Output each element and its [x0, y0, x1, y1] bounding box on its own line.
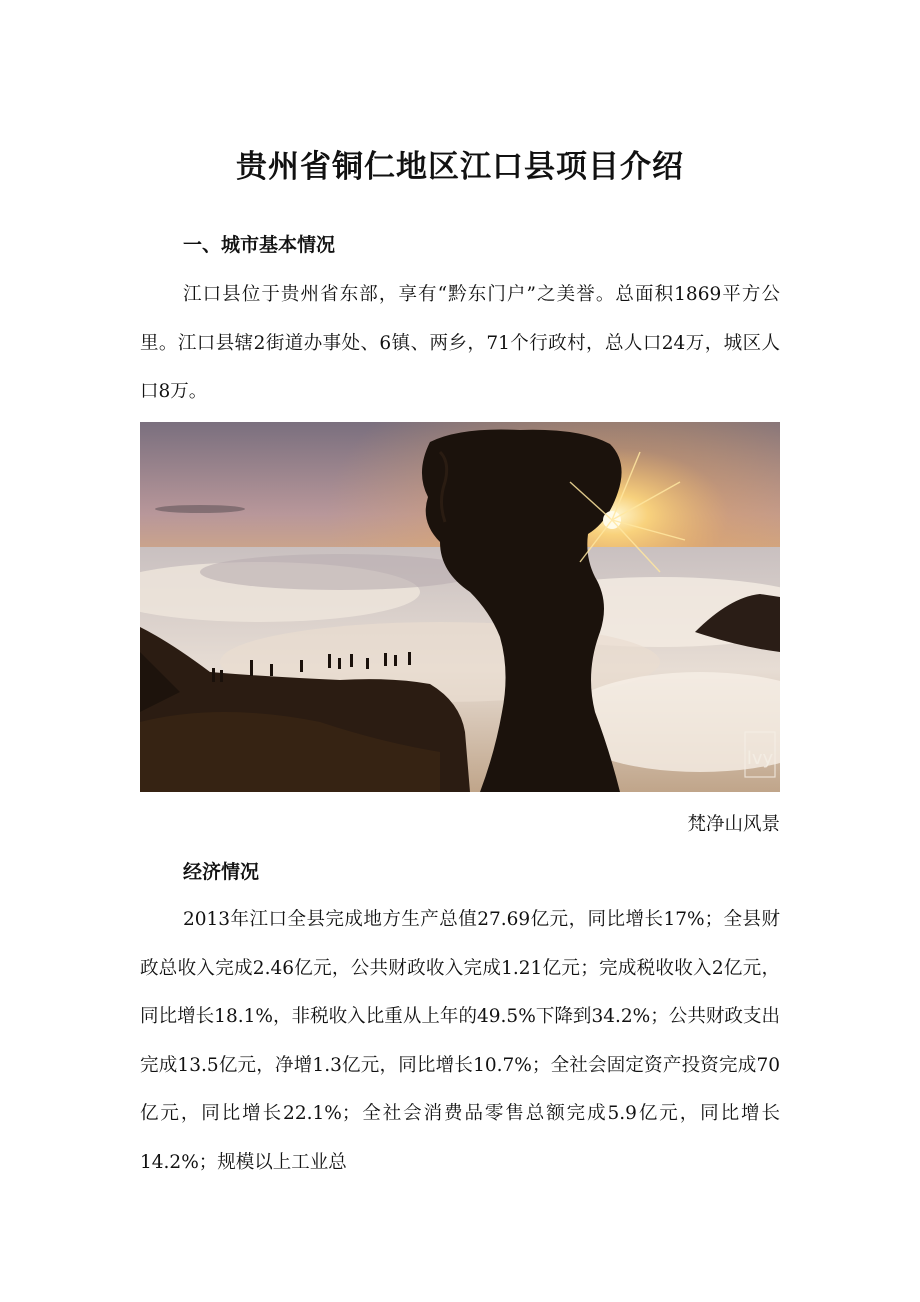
document-title: 贵州省铜仁地区江口县项目介绍 — [236, 149, 684, 185]
section-heading-economy: 经济情况 — [183, 861, 260, 883]
paragraph-city-overview: 江口县位于贵州省东部，享有“黔东门户”之美誉。总面积1869平方公里。江口县辖2街道办事处、6镇、两乡，71个行政村，总人口24万，城区人口8万。 — [140, 284, 780, 402]
photo-caption: 梵净山风景 — [687, 814, 780, 835]
fanjingshan-landscape-photo — [140, 422, 780, 792]
paragraph-economy: 2013年江口全县完成地方生产总值27.69亿元，同比增长17%；全县财政总收入完成2.46亿元，公共财政收入完成1.21亿元；完成税收收入2亿元，同比增长18.1%，非税收入比重从上年的49.5%下降到34.2%；公共财政支出完成13.5亿元，净增1.3亿元，同比增长10.7%；全社会固定资产投资完成70亿元，同比增长22.1%；全社会消费品零售总额完成5.9亿元，同比增长14.2%；规模以上工业总 — [140, 909, 780, 1173]
photo-watermark: lvy — [746, 748, 774, 769]
section-heading-city-overview: 一、城市基本情况 — [183, 234, 336, 256]
